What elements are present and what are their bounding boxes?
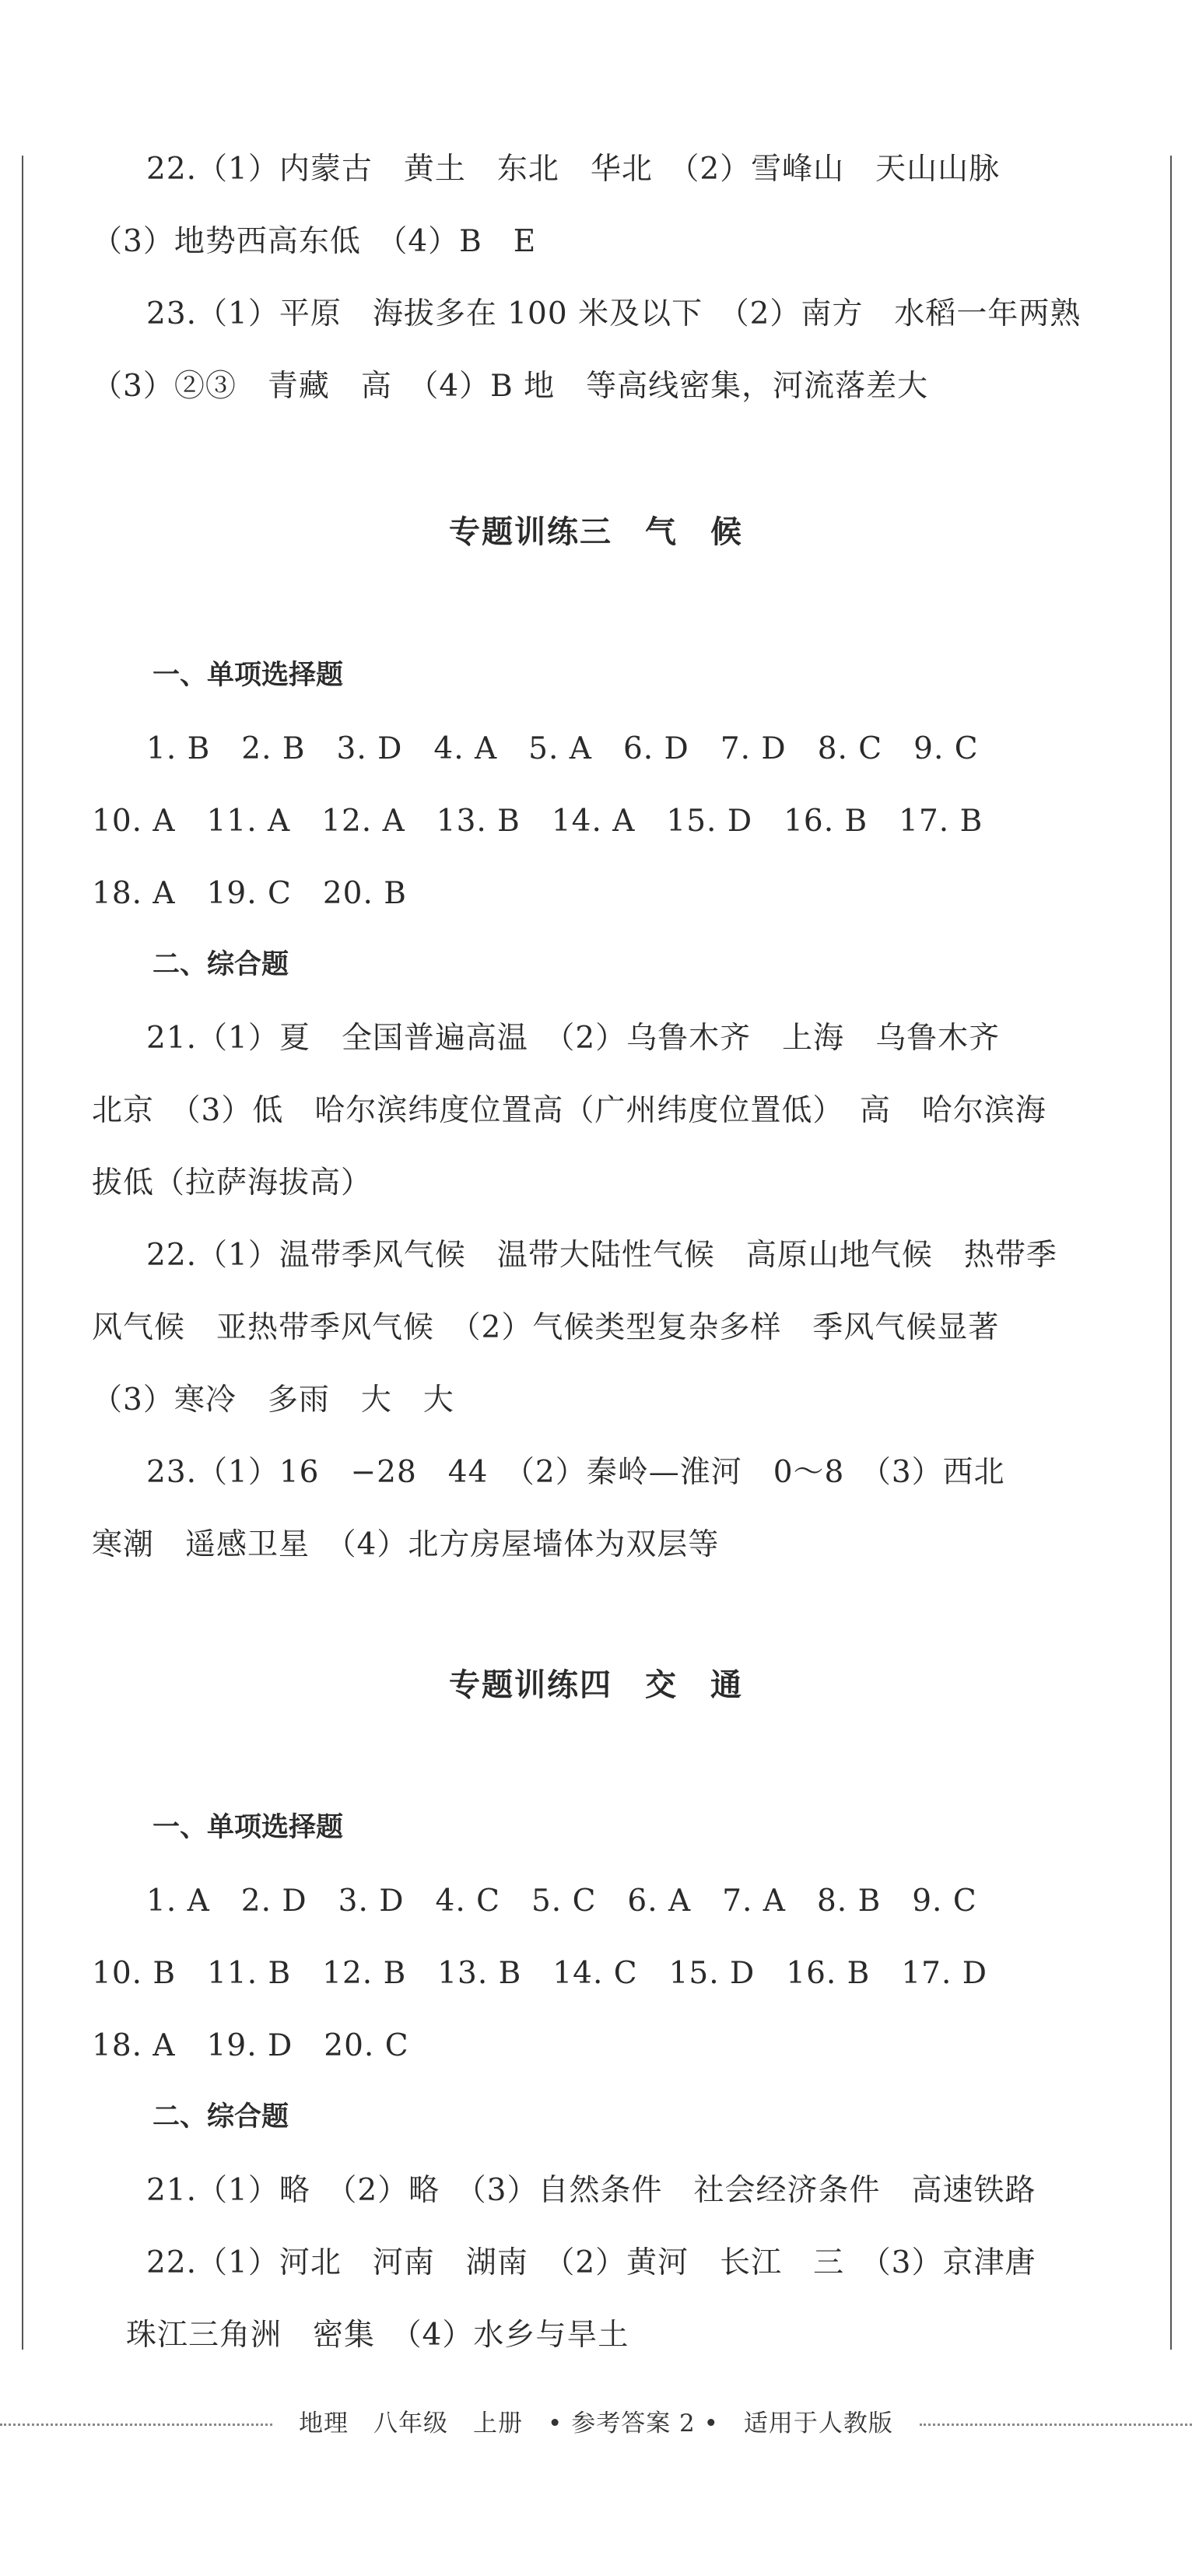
page-footer: 地理 八年级 上册 • 参考答案 2 • 适用于人教版 bbox=[299, 2410, 893, 2438]
section4-title: 专题训练四 交 通 bbox=[449, 1667, 743, 1703]
section4-choice-line2: 10. B 11. B 12. B 13. B 14. C 15. D 16. B 17. D bbox=[92, 1956, 988, 1991]
section3-comprehensive-heading: 二、综合题 bbox=[153, 949, 289, 980]
section4-q22-line2: 珠江三角洲 密集 （4）水乡与旱土 bbox=[126, 2318, 629, 2353]
section3-q22-line1: 22.（1）温带季风气候 温带大陆性气候 高原山地气候 热带季 bbox=[146, 1238, 1057, 1273]
part1-q22-line1: 22.（1）内蒙古 黄土 东北 华北 （2）雪峰山 天山山脉 bbox=[146, 152, 1001, 187]
section3-q21-line3: 拔低（拉萨海拔高） bbox=[92, 1165, 373, 1200]
left-margin-rule bbox=[22, 156, 23, 2350]
section3-choice-line2: 10. A 11. A 12. A 13. B 14. A 15. D 16. B 17. B bbox=[92, 804, 983, 839]
section3-q22-line2: 风气候 亚热带季风气候 （2）气候类型复杂多样 季风气候显著 bbox=[92, 1310, 1000, 1345]
section4-comprehensive-heading: 二、综合题 bbox=[153, 2101, 289, 2133]
part1-q23-line2: （3）②③ 青藏 高 （4）B 地 等高线密集，河流落差大 bbox=[92, 369, 929, 404]
section4-q21-line1: 21.（1）略 （2）略 （3）自然条件 社会经济条件 高速铁路 bbox=[146, 2173, 1036, 2208]
footer-dotted-rule-right bbox=[920, 2424, 1192, 2426]
part1-q23-line1: 23.（1）平原 海拔多在 100 米及以下 （2）南方 水稻一年两熟 bbox=[146, 296, 1082, 331]
section3-q21-line1: 21.（1）夏 全国普遍高温 （2）乌鲁木齐 上海 乌鲁木齐 bbox=[146, 1021, 1001, 1056]
footer-dotted-rule-left bbox=[0, 2424, 272, 2426]
right-margin-rule bbox=[1170, 156, 1172, 2350]
section4-single-choice-heading: 一、单项选择题 bbox=[153, 1812, 344, 1843]
section3-q23-line1: 23.（1）16 −28 44 （2）秦岭—淮河 0～8 （3）西北 bbox=[146, 1455, 1005, 1490]
section3-q23-line2: 寒潮 遥感卫星 （4）北方房屋墙体为双层等 bbox=[92, 1527, 720, 1562]
section4-choice-line1: 1. A 2. D 3. D 4. C 5. C 6. A 7. A 8. B 9. C bbox=[146, 1884, 977, 1919]
section3-choice-line1: 1. B 2. B 3. D 4. A 5. A 6. D 7. D 8. C 9. C bbox=[146, 731, 979, 766]
section3-q21-line2: 北京 （3）低 哈尔滨纬度位置高（广州纬度位置低） 高 哈尔滨海 bbox=[92, 1093, 1047, 1128]
section3-choice-line3: 18. A 19. C 20. B bbox=[92, 876, 407, 911]
section3-single-choice-heading: 一、单项选择题 bbox=[153, 660, 344, 691]
section3-q22-line3: （3）寒冷 多雨 大 大 bbox=[92, 1383, 454, 1418]
section4-choice-line3: 18. A 19. D 20. C bbox=[92, 2028, 409, 2063]
part1-q22-line2: （3）地势西高东低 （4）B E bbox=[92, 224, 537, 259]
section3-title: 专题训练三 气 候 bbox=[449, 514, 743, 550]
section4-q22-line1: 22.（1）河北 河南 湖南 （2）黄河 长江 三 （3）京津唐 bbox=[146, 2245, 1036, 2280]
